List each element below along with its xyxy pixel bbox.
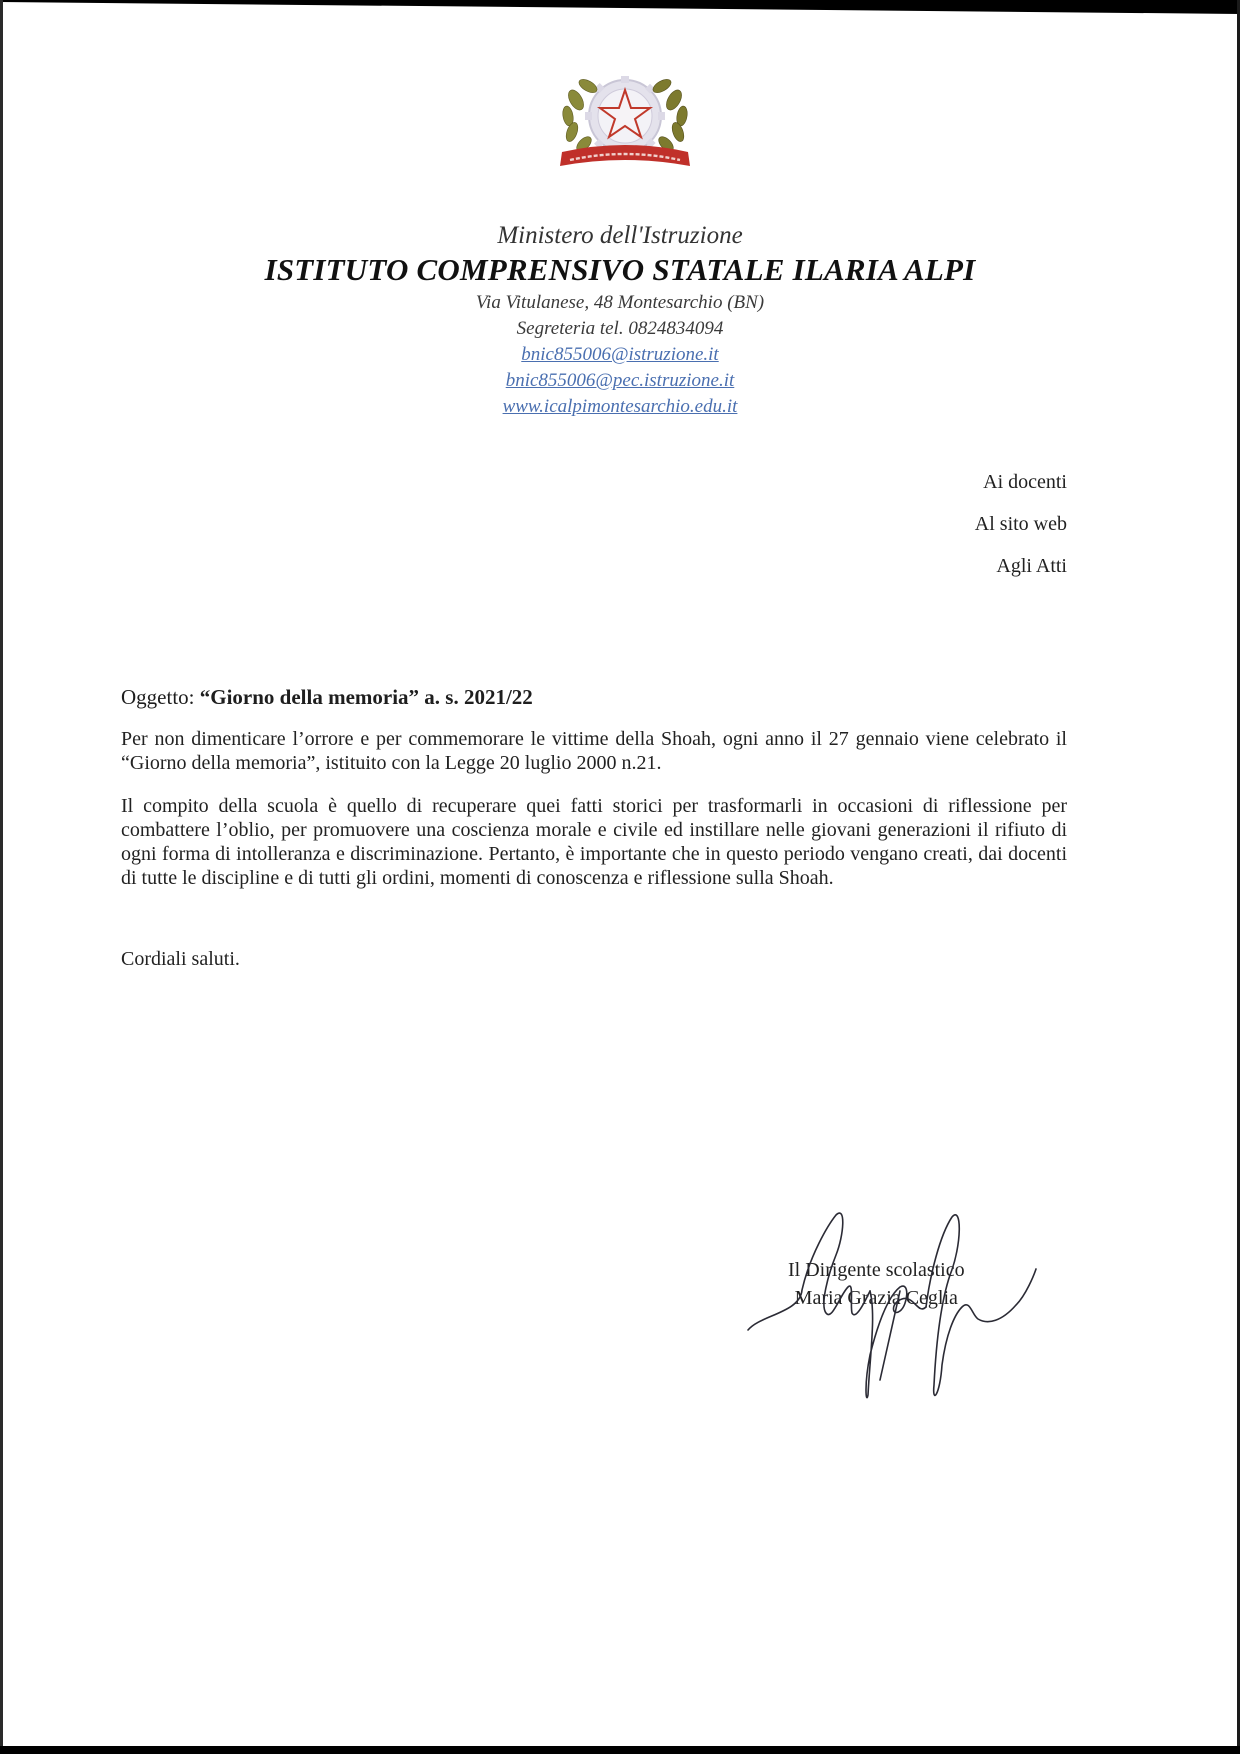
school-address: Via Vitulanese, 48 Montesarchio (BN)	[475, 292, 765, 313]
scan-edge-bottom	[0, 1746, 1240, 1754]
subject-line	[121, 685, 533, 710]
email-link[interactable]: bnic855006@istruzione.it	[521, 344, 719, 365]
subject-label: Oggetto:	[121, 685, 195, 709]
ministry-name: Ministero dell'Istruzione	[497, 222, 743, 249]
pec-email-link[interactable]: bnic855006@pec.istruzione.it	[505, 370, 735, 391]
body-paragraph: Il compito della scuola è quello di recuperare quei fatti storici per trasformarli in occasioni di riflessione per combattere l’oblio, per promuovere una coscienza morale e civile ed instillare nelle giovani generazioni il rifiuto di ogni forma di intolleranza e discriminazione. Pertanto, è importante che in questo periodo vengano creati, dai docenti di tutte le discipline e di tutti gli ordini, momenti di conoscenza e riflessione sulla Shoah.	[121, 795, 1067, 889]
signature-block	[788, 1256, 965, 1312]
scan-edge-top	[0, 0, 1240, 14]
recipient: Ai docenti	[983, 471, 1067, 493]
signer-name: Maria Grazia Ceglia	[794, 1287, 958, 1309]
signer-role: Il Dirigente scolastico	[788, 1259, 965, 1281]
closing-salutation: Cordiali saluti.	[121, 948, 240, 970]
school-phone: Segreteria tel. 0824834094	[516, 318, 724, 339]
body-paragraph: Per non dimenticare l’orrore e per commemorare le vittime della Shoah, ogni anno il 27 gennaio viene celebrato il “Giorno della memoria”, istituito con la Legge 20 luglio 2000 n.21.	[121, 728, 1067, 774]
recipient: Al sito web	[974, 513, 1067, 535]
recipient: Agli Atti	[996, 555, 1067, 577]
website-link[interactable]: www.icalpimontesarchio.edu.it	[502, 396, 738, 417]
subject-title: “Giorno della memoria” a. s. 2021/22	[199, 685, 533, 709]
italian-republic-emblem-icon	[554, 68, 696, 180]
recipients-block	[975, 470, 1067, 596]
school-name: ISTITUTO COMPRENSIVO STATALE ILARIA ALPI	[264, 252, 976, 287]
